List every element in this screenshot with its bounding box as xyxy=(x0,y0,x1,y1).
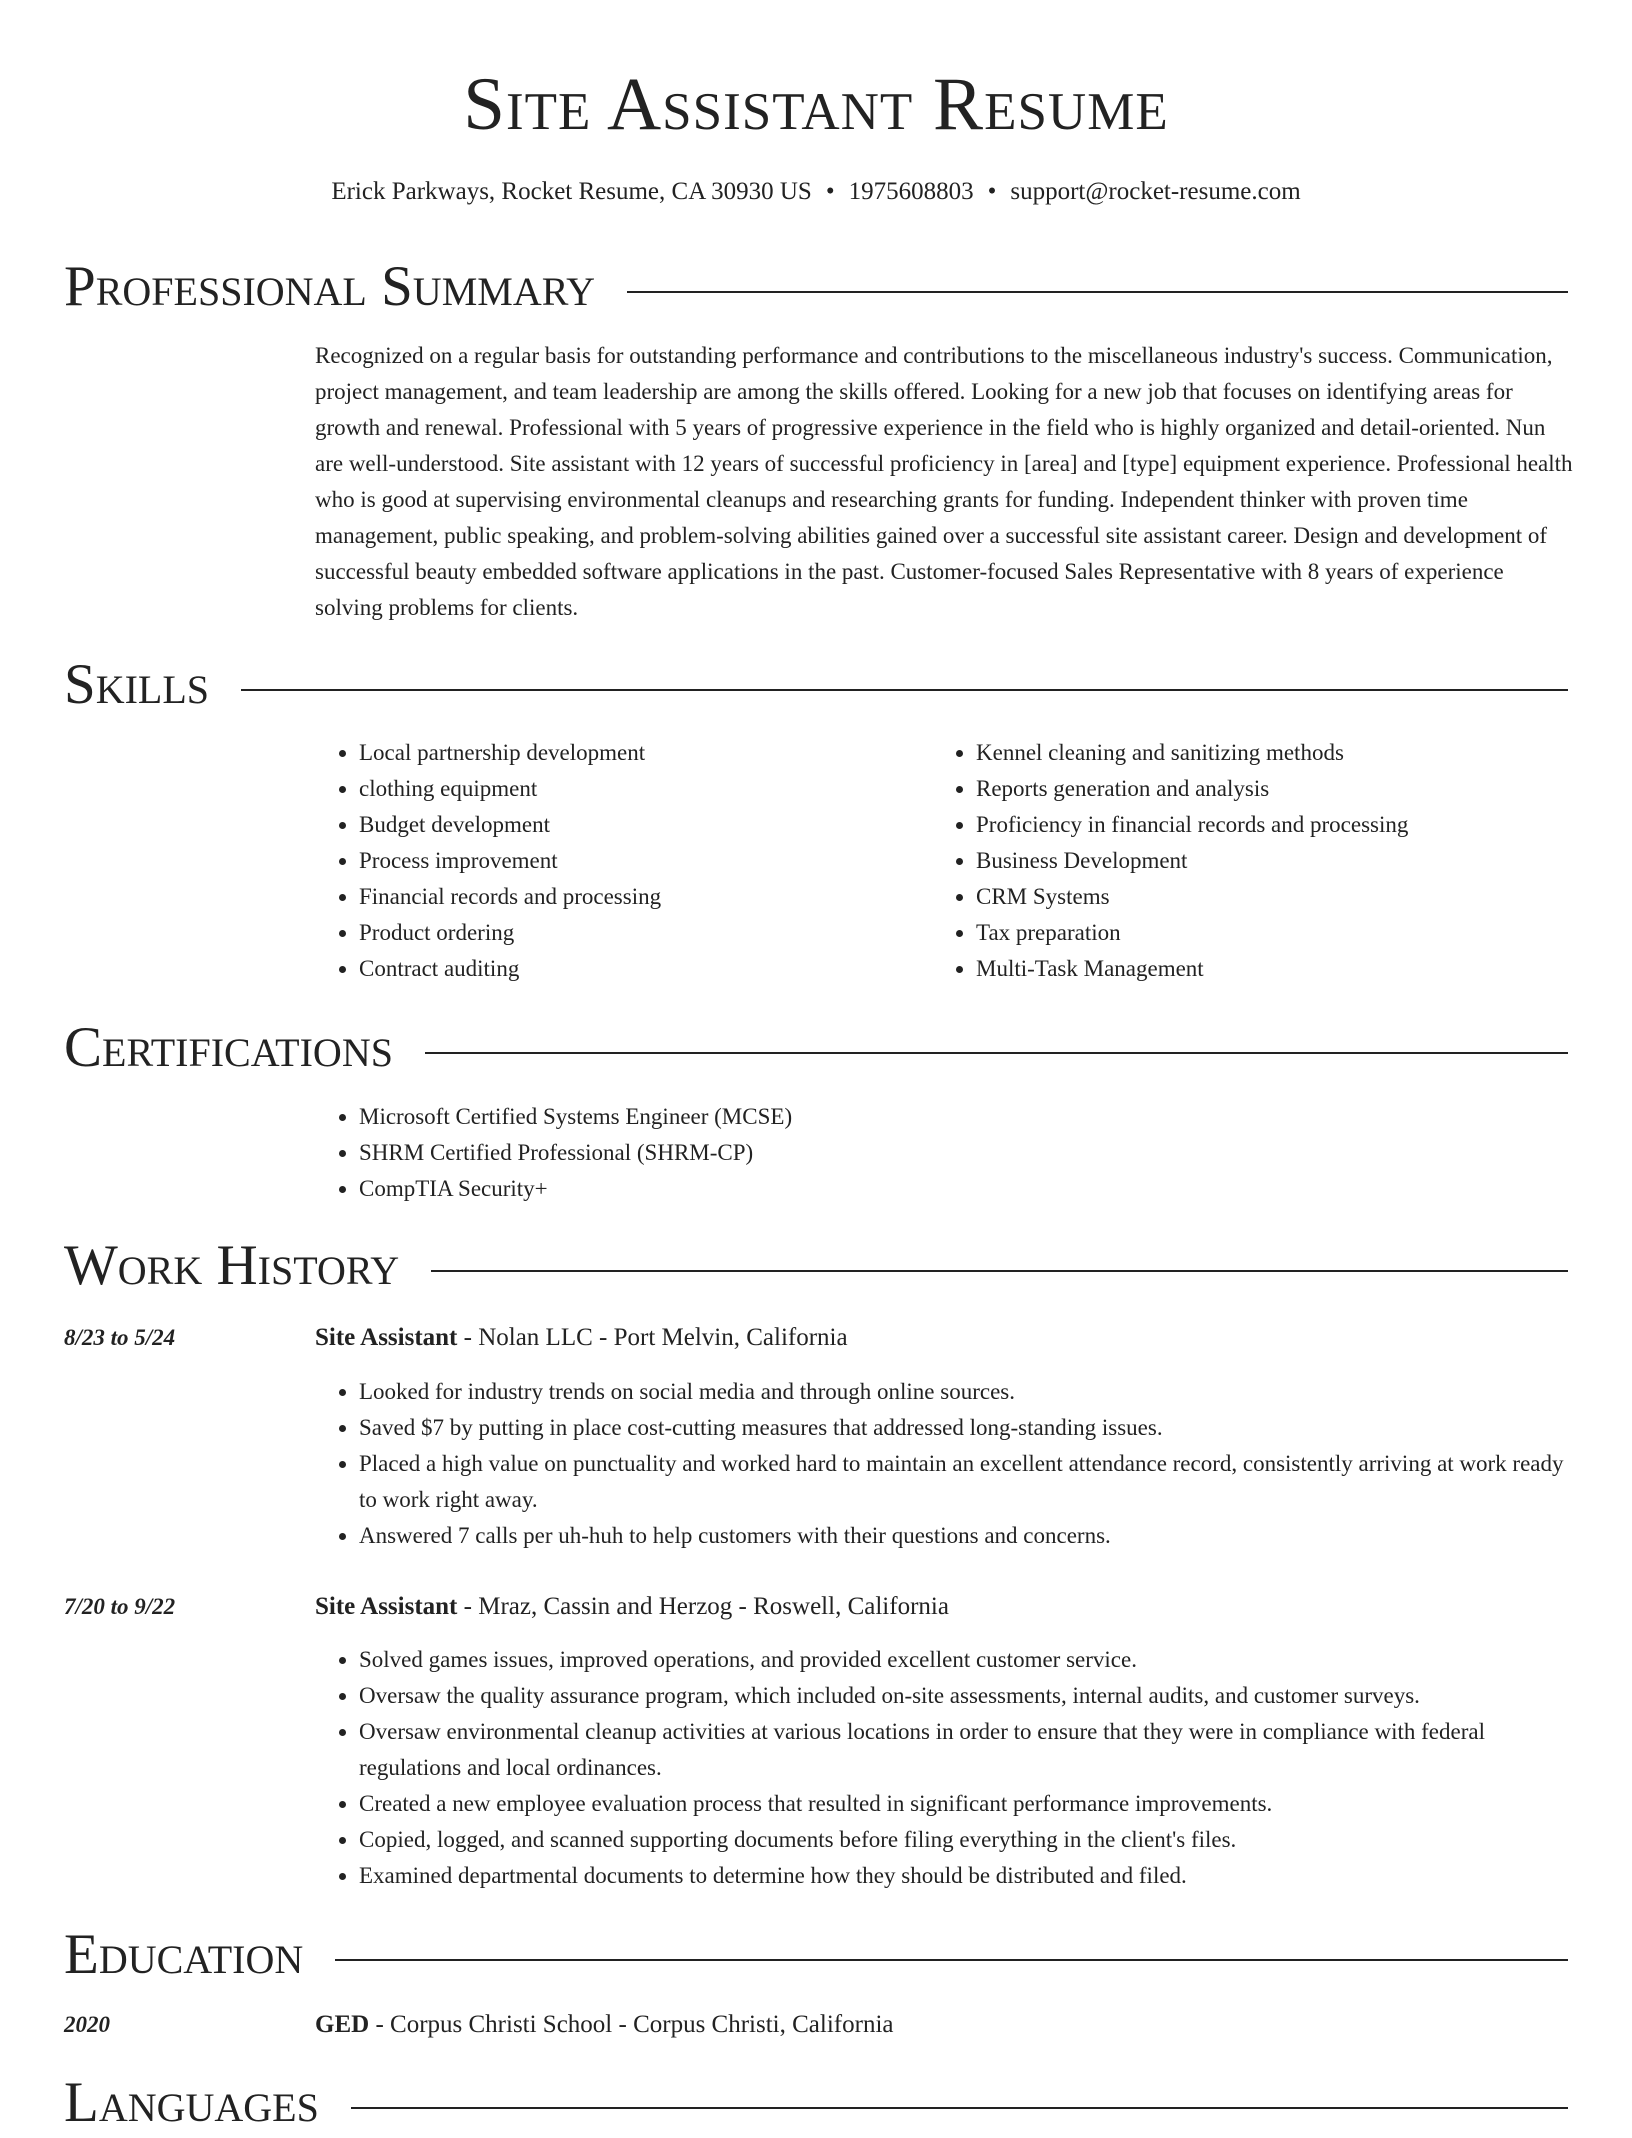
job-heading xyxy=(315,1589,949,1625)
contact-email[interactable]: support@rocket-resume.com xyxy=(1010,178,1301,205)
skill-item: • CRM Systems xyxy=(976,879,1572,915)
education-degree: GED xyxy=(315,2011,370,2038)
skill-item: • Product ordering xyxy=(359,915,915,951)
job-bullet: • Copied, logged, and scanned supporting documents before filing everything in the client's files. xyxy=(359,1822,1575,1858)
education-year: 2020 xyxy=(64,2012,110,2037)
job-bullet: • Placed a high value on punctuality and worked hard to maintain an excellent attendance record, consistently arriving at work ready to work right away. xyxy=(359,1446,1575,1518)
skill-item: • Contract auditing xyxy=(359,951,915,987)
section-header-languages xyxy=(64,2068,1568,2138)
section-divider xyxy=(627,291,1568,293)
section-header-work-history xyxy=(64,1231,1568,1301)
section-divider xyxy=(431,1270,1568,1272)
job-bullet: • Looked for industry trends on social media and through online sources. xyxy=(359,1374,1575,1410)
section-title: Professional Summary xyxy=(64,255,596,318)
section-header-summary xyxy=(64,252,1568,322)
contact-separator: • xyxy=(987,178,997,205)
certification-item: • Microsoft Certified Systems Engineer (MCSE) xyxy=(359,1099,1575,1135)
job-bullets xyxy=(315,1374,1575,1554)
skill-item: • Local partnership development xyxy=(359,735,915,771)
skill-item: • Financial records and processing xyxy=(359,879,915,915)
skill-item: • Process improvement xyxy=(359,843,915,879)
skill-item: • Budget development xyxy=(359,807,915,843)
job-bullet: • Oversaw environmental cleanup activities at various locations in order to ensure that they were in compliance with federal regulations and local ordinances. xyxy=(359,1714,1575,1786)
skill-item: • Kennel cleaning and sanitizing methods xyxy=(976,735,1572,771)
certification-item: • SHRM Certified Professional (SHRM-CP) xyxy=(359,1135,1575,1171)
resume-title: Site Assistant Resume xyxy=(463,63,1169,146)
section-divider xyxy=(425,1052,1568,1054)
job-details: - Mraz, Cassin and Herzog - Roswell, California xyxy=(457,1593,949,1620)
section-header-education xyxy=(64,1920,1568,1990)
job-title: Site Assistant xyxy=(315,1324,458,1351)
job-bullet: • Oversaw the quality assurance program, which included on-site assessments, internal audits, and customer surveys. xyxy=(359,1678,1575,1714)
job-title: Site Assistant xyxy=(315,1593,458,1620)
section-title: Languages xyxy=(64,2071,319,2134)
education-details: - Corpus Christi School - Corpus Christi, California xyxy=(369,2011,894,2038)
job-dates: 8/23 to 5/24 xyxy=(64,1325,176,1350)
certification-item: • CompTIA Security+ xyxy=(359,1171,1575,1207)
contact-line xyxy=(0,172,1632,212)
job-bullet: • Created a new employee evaluation process that resulted in significant performance improvements. xyxy=(359,1786,1575,1822)
contact-address: Erick Parkways, Rocket Resume, CA 30930 US xyxy=(331,178,812,205)
skills-list-left xyxy=(315,735,915,987)
section-divider xyxy=(351,2107,1568,2109)
education-heading xyxy=(315,2007,893,2043)
job-bullet: • Solved games issues, improved operations, and provided excellent customer service. xyxy=(359,1642,1575,1678)
job-dates: 7/20 to 9/22 xyxy=(64,1594,176,1619)
section-header-certifications xyxy=(64,1013,1568,1083)
job-heading xyxy=(315,1320,848,1356)
section-title: Skills xyxy=(64,653,210,716)
summary-text: Recognized on a regular basis for outstanding performance and contributions to the miscellaneous industry's success. Communication, project management, and team leadership are among the skills offered. Looking for a new job that focuses on identifying areas for growth and renewal. Professional with 5 years of progressive experience in the field who is highly organized and detail-oriented. Nun are well-understood. Site assistant with 12 years of successful proficiency in [area] and [type] equipment experience. Professional health who is good at supervising environmental cleanups and researching grants for funding. Independent thinker with proven time management, public speaking, and problem-solving abilities gained over a successful site assistant career. Design and development of successful beauty embedded software applications in the past. Customer-focused Sales Representative with 8 years of experience solving problems for clients. xyxy=(315,343,1573,620)
contact-separator: • xyxy=(825,178,835,205)
section-title: Certifications xyxy=(64,1016,393,1079)
job-bullet: • Answered 7 calls per uh-huh to help customers with their questions and concerns. xyxy=(359,1518,1575,1554)
skills-list-right xyxy=(932,735,1572,987)
section-title: Education xyxy=(64,1923,304,1986)
section-divider xyxy=(241,689,1568,691)
certifications-list xyxy=(315,1099,1575,1207)
job-bullet: • Saved $7 by putting in place cost-cutting measures that addressed long-standing issues. xyxy=(359,1410,1575,1446)
section-header-skills xyxy=(64,650,1568,720)
skill-item: • clothing equipment xyxy=(359,771,915,807)
skill-item: • Tax preparation xyxy=(976,915,1572,951)
skill-item: • Proficiency in financial records and processing xyxy=(976,807,1572,843)
job-bullet: • Examined departmental documents to determine how they should be distributed and filed. xyxy=(359,1858,1575,1894)
section-title: Work History xyxy=(64,1234,400,1297)
job-bullets xyxy=(315,1642,1575,1894)
contact-phone[interactable]: 1975608803 xyxy=(848,178,974,205)
skill-item: • Business Development xyxy=(976,843,1572,879)
job-details: - Nolan LLC - Port Melvin, California xyxy=(457,1324,848,1351)
skill-item: • Reports generation and analysis xyxy=(976,771,1572,807)
skill-item: • Multi-Task Management xyxy=(976,951,1572,987)
section-divider xyxy=(335,1959,1568,1961)
